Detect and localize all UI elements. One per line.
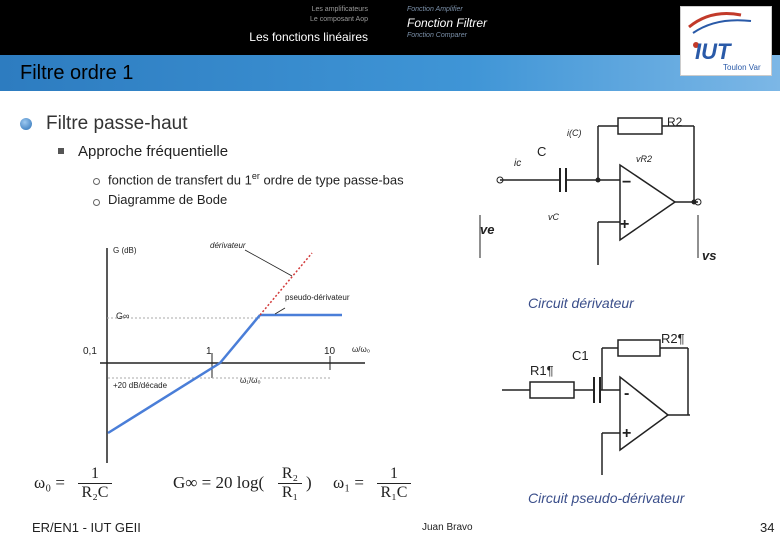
bode-derivateur-label: dérivateur	[210, 241, 246, 250]
opamp-minus: −	[622, 174, 632, 191]
equation-ginf-fraction	[278, 465, 302, 502]
equation-w1-fraction	[377, 465, 411, 502]
opamp-plus: +	[620, 216, 630, 233]
iut-logo	[680, 6, 772, 76]
resistor-r2	[618, 118, 662, 134]
resistor-r2	[618, 340, 660, 356]
slide-title: Filtre ordre 1	[20, 62, 134, 84]
equation-ginf-rhs: )	[306, 473, 312, 492]
logo-text: IUT	[695, 39, 731, 64]
equation-ginf-numerator: R₂	[281, 465, 299, 482]
footer-course: ER/EN1 - IUT GEII	[32, 520, 141, 535]
nav-item-composant-aop[interactable]: Le composant Aop	[310, 16, 368, 23]
label-vs: vs	[702, 248, 717, 263]
label-ic2: i(C)	[567, 128, 582, 138]
circuit-pseudo-derivateur	[490, 325, 720, 475]
sub-bullet-diagramme-bode: Diagramme de Bode	[108, 192, 228, 207]
label-ic: ic	[514, 158, 522, 169]
bode-asymptote-rising	[108, 363, 220, 433]
bullet-approche-frequentielle: Approche fréquentielle	[78, 143, 229, 160]
bode-asymptote-rising-2	[220, 315, 260, 363]
nav-item-fonction-comparer[interactable]: Fonction Comparer	[407, 32, 467, 39]
bullet-icon	[20, 118, 32, 130]
bode-pseudo-label: pseudo-dérivateur	[285, 293, 350, 302]
bode-tick-1: 1	[206, 346, 212, 357]
square-bullet-icon	[58, 148, 64, 154]
label-r2: R2¶	[661, 331, 685, 346]
label-c1: C1	[572, 348, 589, 363]
nav-left-group	[249, 5, 368, 45]
label-vc: vC	[548, 212, 559, 222]
caption-circuit-derivateur: Circuit dérivateur	[528, 295, 634, 311]
nav-item-fonctions-lineaires[interactable]: Les fonctions linéaires	[249, 30, 368, 44]
logo-subtext: Toulon Var	[723, 63, 761, 72]
circuit-derivateur	[470, 110, 780, 270]
nav-right-group	[407, 5, 487, 41]
bode-diagram	[80, 228, 400, 468]
nav-item-fonction-filtrer[interactable]: Fonction Filtrer	[407, 16, 488, 30]
label-ve: ve	[480, 222, 495, 237]
equation-w1-denominator: R₁C	[377, 483, 411, 502]
bode-slope-label: +20 dB/décade	[113, 381, 168, 390]
footer-author: Juan Bravo	[422, 522, 473, 533]
label-r2: R2	[667, 115, 683, 129]
page-number: 34	[760, 520, 775, 535]
opamp-minus: -	[624, 385, 630, 402]
equation-w0-denominator: R₂C	[78, 483, 112, 502]
equation-ginf-lhs: G∞ = 20 log(	[173, 473, 265, 492]
label-vr2: vR2	[636, 154, 653, 164]
resistor-r1	[530, 382, 574, 398]
bode-w1-label: ω₁/ω₀	[240, 376, 261, 385]
equation-w0-fraction	[78, 465, 112, 502]
bode-x-label: ω/ω₀	[352, 345, 371, 354]
label-r1: R1¶	[530, 363, 554, 378]
bode-tick-01: 0,1	[83, 346, 97, 357]
equation-w0-lhs: ω₀ =	[34, 473, 65, 492]
bode-g-inf-label: G∞	[116, 311, 130, 321]
circle-bullet-icon	[93, 199, 100, 206]
bullet-filtre-passe-haut: Filtre passe-haut	[46, 113, 188, 134]
nav-item-fonction-amplifier[interactable]: Fonction Amplifier	[407, 6, 463, 13]
label-c: C	[537, 144, 547, 159]
top-nav-bar	[0, 0, 780, 55]
nav-item-amplificateurs[interactable]: Les amplificateurs	[311, 6, 368, 13]
equation-w0-numerator: 1	[91, 465, 99, 482]
bode-y-label: G (dB)	[113, 246, 137, 255]
equation-w1-lhs: ω₁ =	[333, 473, 364, 492]
caption-circuit-pseudo-derivateur: Circuit pseudo-dérivateur	[528, 490, 685, 506]
circle-bullet-icon	[93, 178, 100, 185]
opamp-plus: +	[622, 425, 632, 442]
equation-w1-numerator: 1	[390, 465, 398, 482]
equation-ginf-denominator: R₁	[278, 483, 302, 502]
bode-tick-10: 10	[324, 346, 336, 357]
sub-bullet-fonction-transfert: fonction de transfert du 1er ordre de type passe-bas	[108, 171, 404, 188]
